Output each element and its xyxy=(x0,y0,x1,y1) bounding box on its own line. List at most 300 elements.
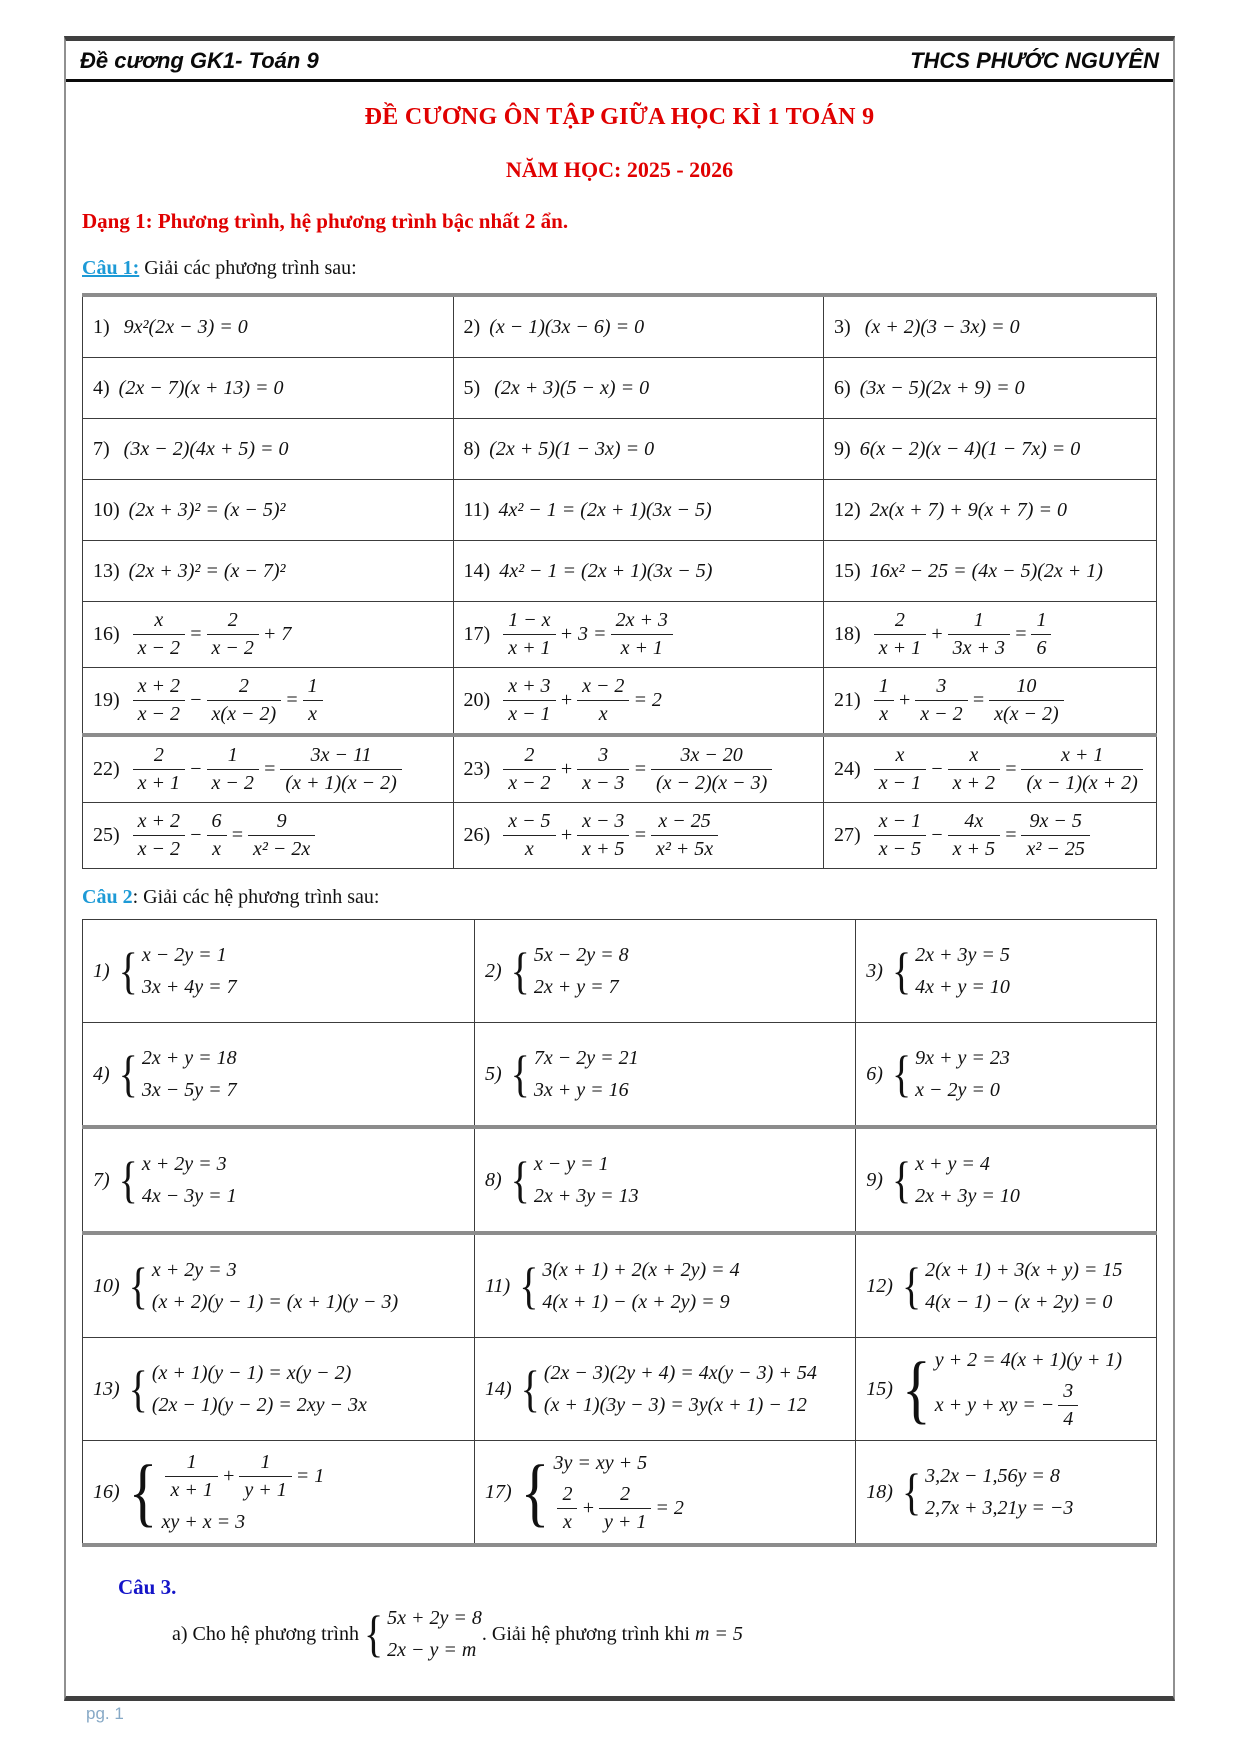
math-expression xyxy=(119,1152,237,1208)
equation-cell xyxy=(83,1441,475,1546)
math-text: x² − 2x xyxy=(253,838,311,860)
equation-cell xyxy=(475,1127,856,1233)
math-expression xyxy=(870,744,1147,795)
math-text: x + 5 xyxy=(952,838,995,860)
item-number: 3) xyxy=(866,959,883,982)
math-text: 4x xyxy=(964,810,984,832)
equation-system xyxy=(892,1046,1010,1102)
equation-cell xyxy=(856,1233,1157,1338)
math-text: 3x − 11 xyxy=(310,744,372,766)
math-expression xyxy=(860,377,1025,400)
fraction xyxy=(874,609,926,660)
math-text: 2 xyxy=(894,609,905,631)
equation-cell xyxy=(83,358,454,419)
math-text: x + 2 xyxy=(137,675,181,697)
equation-cell xyxy=(824,602,1157,668)
item-number: 18) xyxy=(866,1480,893,1503)
header-right-text: THCS PHƯỚC NGUYÊN xyxy=(910,48,1159,73)
item-number: 27) xyxy=(834,824,861,846)
fraction xyxy=(948,810,1000,861)
math-text: 9x − 5 xyxy=(1029,810,1082,832)
math-expression xyxy=(129,560,286,583)
item-number: 11) xyxy=(485,1274,511,1297)
math-text: 6 xyxy=(1036,637,1047,659)
equation-cell xyxy=(453,735,824,803)
math-expression xyxy=(902,1464,1073,1520)
math-text: x + 2y = 3 xyxy=(151,1259,237,1281)
math-text: 1 xyxy=(307,675,318,697)
math-text: (2x − 3)(2y + 4) = 4x(y − 3) + 54 xyxy=(543,1362,817,1384)
equation-cell xyxy=(453,602,824,668)
math-expression xyxy=(499,744,776,795)
math-expression xyxy=(870,675,1068,726)
equation-cell xyxy=(475,1338,856,1441)
math-expression xyxy=(129,675,327,726)
math-text: x xyxy=(598,703,608,725)
math-text: (2x + 3)(5 − x) = 0 xyxy=(489,376,650,399)
table-row xyxy=(83,358,1157,419)
math-text: 5x − 2y = 8 xyxy=(533,944,629,966)
math-text: 2 xyxy=(620,1482,631,1505)
math-text: + xyxy=(897,689,912,711)
fraction xyxy=(280,744,401,795)
math-expression xyxy=(129,1451,325,1534)
item-number: 18) xyxy=(834,623,861,645)
math-text: − xyxy=(189,758,203,780)
math-text: + xyxy=(559,824,574,846)
page-header xyxy=(66,41,1173,82)
curly-brace: { xyxy=(118,1044,138,1103)
math-text: x + 1 xyxy=(170,1478,213,1501)
math-text: x − 2 xyxy=(137,637,181,659)
table-row xyxy=(83,920,1157,1023)
math-expression xyxy=(119,316,248,339)
curly-brace: { xyxy=(128,1449,158,1535)
table-row xyxy=(83,602,1157,668)
curly-brace: { xyxy=(118,941,138,1000)
math-text: x(x − 2) xyxy=(994,703,1059,725)
school-year: NĂM HỌC: 2025 - 2026 xyxy=(505,157,734,182)
math-expression xyxy=(892,1152,1020,1208)
math-expression xyxy=(119,943,237,999)
item-number: 10) xyxy=(93,498,120,521)
item-number: 5) xyxy=(485,1062,502,1085)
math-text: x − 1 xyxy=(878,810,922,832)
math-expression xyxy=(511,943,629,999)
math-text: − xyxy=(189,689,203,711)
math-text: (x + 1)(3y − 3) = 3y(x + 1) − 12 xyxy=(543,1394,807,1416)
fraction xyxy=(1021,810,1089,861)
fraction xyxy=(874,810,926,861)
math-text: 3x + 3 xyxy=(952,637,1005,659)
equation-cell xyxy=(824,803,1157,869)
equation-cell xyxy=(824,668,1157,736)
cau3-prefix: a) Cho hệ phương trình xyxy=(172,1622,364,1645)
math-text: = xyxy=(230,824,245,846)
item-number: 14) xyxy=(485,1377,512,1400)
fraction xyxy=(248,810,315,861)
math-text: x² − 25 xyxy=(1026,838,1085,860)
item-number: 1) xyxy=(93,315,110,338)
math-expression xyxy=(119,377,284,400)
math-text: y + 2 = 4(x + 1)(y + 1) xyxy=(934,1348,1123,1371)
math-text: − xyxy=(189,824,203,846)
math-text: y + 1 xyxy=(603,1510,647,1533)
equation-cell xyxy=(824,295,1157,358)
math-text: 9 xyxy=(276,810,287,832)
math-expression xyxy=(129,1258,398,1314)
math-text: 2 xyxy=(238,675,249,697)
fraction xyxy=(577,744,629,795)
equation-cell xyxy=(83,1127,475,1233)
math-expression xyxy=(902,1348,1122,1431)
equation-cell xyxy=(83,920,475,1023)
item-number: 1) xyxy=(93,959,110,982)
fraction xyxy=(503,744,555,795)
math-text: x − 2 xyxy=(582,675,625,697)
fraction xyxy=(1031,609,1051,660)
item-number: 11) xyxy=(463,498,490,521)
equation-cell xyxy=(83,541,454,602)
math-text: (x − 1)(3x − 6) = 0 xyxy=(489,315,645,338)
math-text: (x + 1)(y − 1) = x(y − 2) xyxy=(151,1362,352,1384)
item-number: 25) xyxy=(93,824,120,846)
math-expression xyxy=(870,560,1103,583)
fraction xyxy=(557,1483,577,1534)
equation-system xyxy=(521,1451,684,1534)
math-text: 4x − 3y = 1 xyxy=(141,1185,237,1207)
math-expression xyxy=(119,438,289,461)
math-text: = 2 xyxy=(655,1497,684,1519)
table-row xyxy=(83,1023,1157,1128)
equation-cell xyxy=(83,803,454,869)
math-expression xyxy=(129,1361,367,1417)
math-text: x(x − 2) xyxy=(211,703,277,725)
equation-system xyxy=(902,1464,1073,1520)
math-expression xyxy=(129,810,320,861)
math-text: = xyxy=(189,623,203,645)
math-text: 6 xyxy=(211,810,222,832)
math-text: (3x − 2)(4x + 5) = 0 xyxy=(118,437,289,460)
fraction xyxy=(207,675,282,726)
math-expression xyxy=(129,609,292,660)
math-text: = xyxy=(1013,623,1028,645)
item-number: 4) xyxy=(93,1062,110,1085)
cau3-label: Câu 3. xyxy=(118,1575,177,1599)
math-text: 3y = xy + 5 xyxy=(553,1451,648,1474)
curly-brace: { xyxy=(520,1359,540,1418)
math-text: x xyxy=(212,838,221,860)
math-text: 3,2x − 1,56y = 8 xyxy=(925,1465,1060,1487)
math-expression xyxy=(498,499,711,522)
fraction xyxy=(989,675,1064,726)
math-text: 4 xyxy=(1063,1407,1074,1430)
item-number: 26) xyxy=(463,824,491,846)
math-text: 2x(x + 7) + 9(x + 7) = 0 xyxy=(869,498,1067,521)
equation-system xyxy=(511,1046,639,1102)
math-expression xyxy=(870,499,1067,522)
equation-cell xyxy=(856,1441,1157,1546)
math-text: 9x + y = 23 xyxy=(915,1047,1010,1069)
math-text: 2x + 3y = 5 xyxy=(915,944,1010,966)
math-expression xyxy=(870,810,1094,861)
equation-system xyxy=(129,1361,367,1417)
math-expression xyxy=(519,1258,739,1314)
equation-system xyxy=(119,1046,237,1102)
equation-system xyxy=(364,1606,482,1662)
math-text: (x − 1)(x + 2) xyxy=(1026,772,1138,794)
cau2-table-body xyxy=(83,920,1157,1546)
math-text: 1 xyxy=(878,675,889,697)
math-text: x − y = 1 xyxy=(533,1153,609,1175)
math-text: 3x + 4y = 7 xyxy=(141,976,237,998)
fraction xyxy=(303,675,323,726)
math-text: x + 1 xyxy=(878,637,922,659)
item-number: 7) xyxy=(93,1168,110,1191)
math-text: 3(x + 1) + 2(x + 2y) = 4 xyxy=(542,1259,740,1281)
item-number: 21) xyxy=(834,689,861,711)
item-number: 2) xyxy=(485,959,502,982)
equation-cell xyxy=(856,1023,1157,1128)
equation-cell xyxy=(83,419,454,480)
item-number: 24) xyxy=(834,758,861,780)
table-row xyxy=(83,1441,1157,1546)
fraction xyxy=(207,810,227,861)
math-text: = xyxy=(633,758,647,780)
math-text: x + 2 xyxy=(137,810,181,832)
math-text: x − 1 xyxy=(878,772,922,794)
math-expression xyxy=(892,943,1010,999)
math-expression xyxy=(129,499,286,522)
curly-brace: { xyxy=(128,1359,148,1418)
equation-cell xyxy=(475,1023,856,1128)
cau1-label: Câu 1: xyxy=(82,257,140,279)
math-text: (x − 2)(x − 3) xyxy=(655,772,768,794)
item-number: 16) xyxy=(93,623,120,645)
curly-brace: { xyxy=(118,1150,138,1209)
equation-cell xyxy=(453,358,824,419)
item-number: 9) xyxy=(866,1168,883,1191)
equation-system xyxy=(892,943,1010,999)
cau2-label: Câu 2 xyxy=(82,886,133,908)
equation-cell xyxy=(453,541,824,602)
item-number: 6) xyxy=(834,376,851,399)
math-expression xyxy=(489,438,654,461)
math-text: x − 2 xyxy=(920,703,963,725)
math-text: x + 3 xyxy=(508,675,551,697)
item-number: 19) xyxy=(93,689,120,711)
math-text: 16x² − 25 = (4x − 5)(2x + 1) xyxy=(869,559,1103,582)
item-number: 2) xyxy=(463,315,481,338)
table-row xyxy=(83,1338,1157,1441)
math-text: 1 xyxy=(973,609,984,631)
equation-system xyxy=(519,1258,739,1314)
item-number: 12) xyxy=(866,1274,893,1297)
item-number: 22) xyxy=(93,758,120,780)
equation-cell xyxy=(824,419,1157,480)
math-expression xyxy=(521,1361,817,1417)
math-text: x − 25 xyxy=(658,810,711,832)
math-text: 10 xyxy=(1016,675,1037,697)
math-expression xyxy=(892,1046,1010,1102)
math-text: 2x + 3 xyxy=(615,609,668,631)
curly-brace: { xyxy=(901,1256,922,1315)
math-text: 3x + y = 16 xyxy=(533,1079,629,1101)
math-text: x + 1 xyxy=(137,772,181,794)
cau2-intro: : Giải các hệ phương trình sau: xyxy=(132,886,380,908)
math-text: 4x² − 1 = (2x + 1)(3x − 5) xyxy=(498,498,712,521)
equation-system xyxy=(119,943,237,999)
equation-system xyxy=(119,1152,237,1208)
math-text: (2x + 3)² = (x − 7)² xyxy=(128,559,286,582)
math-text: + xyxy=(221,1465,236,1487)
curly-brace: { xyxy=(891,941,912,1000)
math-text: x − 1 xyxy=(508,703,551,725)
equation-cell xyxy=(83,1023,475,1128)
equation-cell xyxy=(856,1338,1157,1441)
math-text: − xyxy=(930,824,944,846)
fraction xyxy=(1021,744,1142,795)
fraction xyxy=(577,675,629,726)
math-text: 4x² − 1 = (2x + 1)(3x − 5) xyxy=(499,559,713,582)
item-number: 6) xyxy=(866,1062,883,1085)
item-number: 12) xyxy=(834,498,861,521)
item-number: 15) xyxy=(866,1377,893,1400)
cau1-heading xyxy=(82,257,1157,280)
math-text: 9x²(2x − 3) = 0 xyxy=(118,315,248,338)
equation-cell xyxy=(453,803,824,869)
math-text: 2 xyxy=(153,744,164,766)
math-text: xy + x = 3 xyxy=(161,1510,246,1533)
item-number: 23) xyxy=(463,758,491,780)
equation-cell xyxy=(824,735,1157,803)
table-row xyxy=(83,419,1157,480)
item-number: 3) xyxy=(834,315,851,338)
document-title: ĐỀ CƯƠNG ÔN TẬP GIỮA HỌC KÌ 1 TOÁN 9 xyxy=(364,104,875,130)
math-text: − xyxy=(930,758,944,780)
cau3-condition: m = 5 xyxy=(694,1622,743,1645)
math-text: 2x + y = 18 xyxy=(141,1047,237,1069)
item-number: 8) xyxy=(485,1168,502,1191)
math-text: (x + 2)(y − 1) = (x + 1)(y − 3) xyxy=(151,1291,399,1313)
equation-cell xyxy=(856,920,1157,1023)
math-expression xyxy=(119,1046,237,1102)
math-text: x² + 5x xyxy=(655,838,714,860)
math-text: = xyxy=(1003,824,1018,846)
math-text: x + 5 xyxy=(582,838,625,860)
math-expression xyxy=(499,609,677,660)
math-text: x − 2y = 1 xyxy=(141,944,227,966)
math-expression xyxy=(521,1451,684,1534)
math-expression xyxy=(511,1046,639,1102)
math-text: 1 xyxy=(227,744,238,766)
fraction xyxy=(133,744,185,795)
equation-system xyxy=(129,1451,325,1534)
table-row xyxy=(83,1233,1157,1338)
cau3-part-a xyxy=(82,1606,1157,1662)
equation-cell xyxy=(453,295,824,358)
math-expression xyxy=(489,316,644,339)
math-expression xyxy=(511,1152,639,1208)
cau3-suffix: . Giải hệ phương trình khi xyxy=(481,1622,695,1645)
math-text: 3x − 20 xyxy=(680,744,743,766)
math-text: (x + 2)(3 − 3x) = 0 xyxy=(859,315,1020,338)
math-text: = xyxy=(1003,758,1018,780)
table-row xyxy=(83,541,1157,602)
math-expression xyxy=(902,1258,1122,1314)
math-text: (2x + 3)² = (x − 5)² xyxy=(128,498,286,521)
table-row xyxy=(83,480,1157,541)
math-text: x − 2 xyxy=(137,838,181,860)
math-expression xyxy=(499,810,722,861)
equation-system xyxy=(511,1152,639,1208)
page-number: pg. 1 xyxy=(86,1704,124,1723)
cau3-system xyxy=(364,1606,482,1662)
item-number: 13) xyxy=(93,559,120,582)
math-expression xyxy=(499,675,662,726)
math-text: 3x − 5y = 7 xyxy=(141,1079,237,1101)
math-expression xyxy=(870,609,1056,660)
curly-brace: { xyxy=(891,1150,912,1209)
item-number: 15) xyxy=(834,559,861,582)
math-text: = xyxy=(285,689,299,711)
math-text: 4(x − 1) − (x + 2y) = 0 xyxy=(925,1291,1113,1313)
cau2-heading xyxy=(82,886,1157,909)
equation-cell xyxy=(824,480,1157,541)
math-text: = xyxy=(262,758,277,780)
fraction xyxy=(207,744,259,795)
math-text: = xyxy=(633,824,647,846)
math-text: y + 1 xyxy=(244,1478,287,1501)
math-text: 1 − x xyxy=(508,609,551,631)
math-expression xyxy=(489,377,649,400)
curly-brace: { xyxy=(510,1150,530,1209)
fraction xyxy=(948,609,1010,660)
math-text: x xyxy=(524,838,534,860)
math-text: 7x − 2y = 21 xyxy=(533,1047,639,1069)
curly-brace: { xyxy=(510,941,530,1000)
item-number: 17) xyxy=(463,623,491,645)
table-row xyxy=(83,1127,1157,1233)
equation-cell xyxy=(475,1233,856,1338)
equation-system xyxy=(902,1258,1122,1314)
math-text: 2x + y = 7 xyxy=(533,976,619,998)
fraction xyxy=(915,675,967,726)
math-text: x xyxy=(563,1510,572,1533)
math-text: = xyxy=(971,689,986,711)
curly-brace: { xyxy=(891,1044,912,1103)
header-left-text: Đề cương GK1- Toán 9 xyxy=(80,48,319,73)
cau1-table-body xyxy=(83,295,1157,869)
math-text: x + y = 4 xyxy=(915,1153,990,1175)
math-text: 2x + 3y = 10 xyxy=(915,1185,1020,1207)
math-text: x − 3 xyxy=(582,810,625,832)
math-text: 3 xyxy=(598,744,609,766)
curly-brace: { xyxy=(901,1462,922,1521)
math-text: x − 2 xyxy=(508,772,551,794)
equation-system xyxy=(521,1361,817,1417)
curly-brace: { xyxy=(520,1449,550,1535)
equation-cell xyxy=(453,419,824,480)
equation-system xyxy=(511,943,629,999)
math-text: 3 xyxy=(1063,1379,1074,1402)
equation-cell xyxy=(453,668,824,736)
equation-cell xyxy=(824,541,1157,602)
math-text: x − 2y = 0 xyxy=(915,1079,1000,1101)
math-text: x − 3 xyxy=(582,772,625,794)
item-number: 7) xyxy=(93,437,110,460)
fraction xyxy=(651,744,772,795)
